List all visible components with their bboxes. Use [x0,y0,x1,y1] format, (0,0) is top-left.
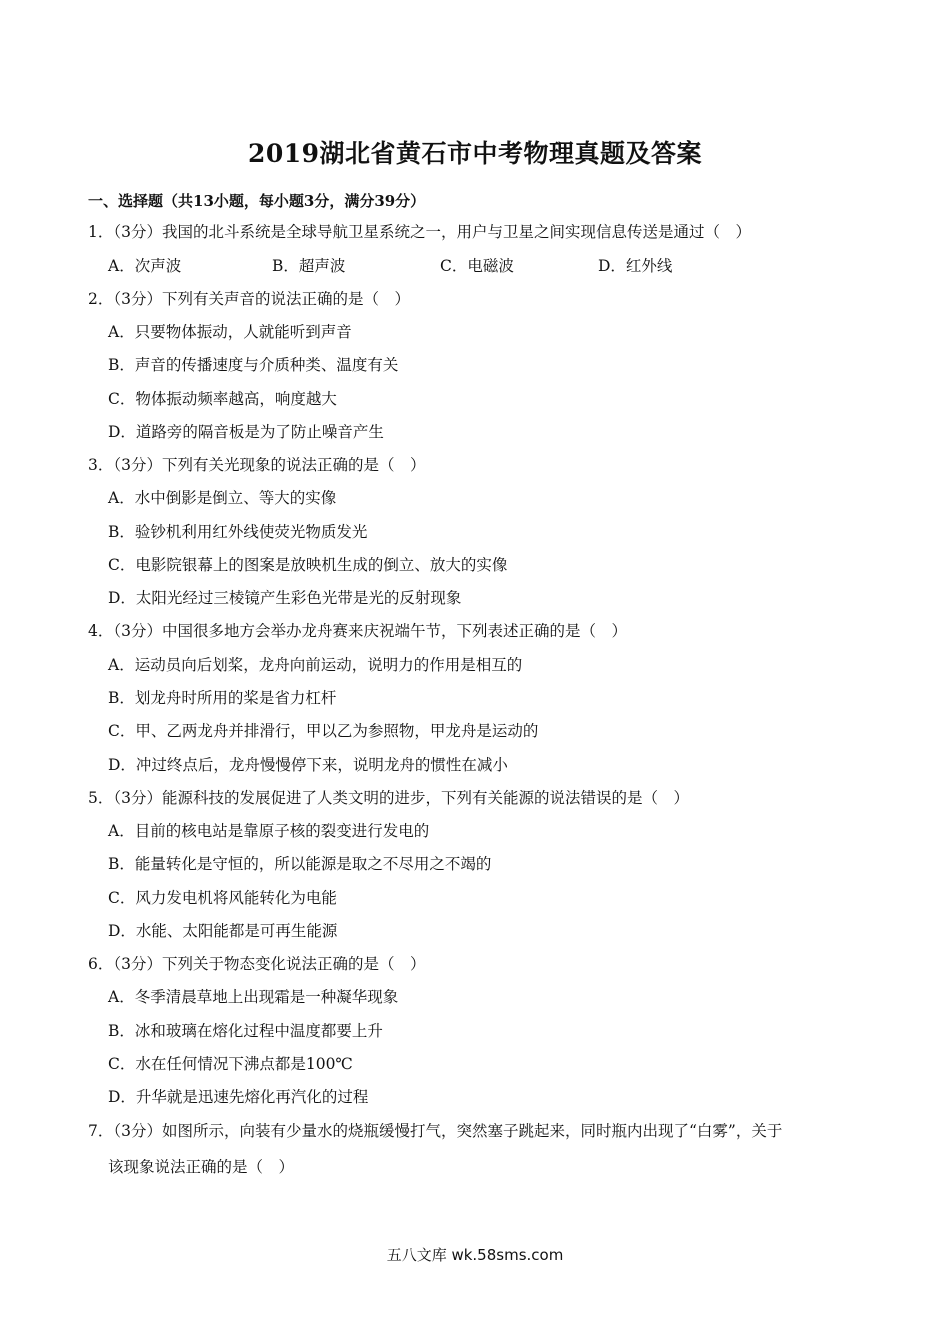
question-1-option-a: A．次声波 [108,257,182,275]
question-text: （3分）能源科技的发展促进了人类文明的进步，下列有关能源的说法错误的是（ ） [113,789,689,807]
question-1-option-d: D．红外线 [598,257,673,275]
question-2-stem [88,289,410,309]
question-text: （3分）中国很多地方会举办龙舟赛来庆祝端午节，下列表述正确的是（ ） [113,622,627,640]
question-3-option-a: A．水中倒影是倒立、等大的实像 [108,489,337,507]
question-number: 1． [88,223,114,241]
question-3-option-b: B．验钞机利用红外线使荧光物质发光 [108,523,368,541]
question-7-stem [88,1121,782,1141]
question-2-option-c: C．物体振动频率越高，响度越大 [108,390,337,408]
question-5-stem [88,788,689,808]
question-number: 3． [88,456,114,474]
question-5-option-c: C．风力发电机将风能转化为电能 [108,889,337,907]
question-text: （3分）下列有关声音的说法正确的是（ ） [113,290,410,308]
question-6-option-c: C．水在任何情况下沸点都是100℃ [108,1055,353,1073]
question-4-option-b: B．划龙舟时所用的桨是省力杠杆 [108,689,337,707]
question-3-option-d: D．太阳光经过三棱镜产生彩色光带是光的反射现象 [108,589,462,607]
question-6-stem [88,954,426,974]
question-2-option-a: A．只要物体振动，人就能听到声音 [108,323,352,341]
question-1-stem [88,222,751,242]
question-6-option-d: D．升华就是迅速先熔化再汽化的过程 [108,1088,369,1106]
question-number: 7． [88,1122,114,1140]
question-1-option-c: C．电磁波 [440,257,514,275]
question-5-option-d: D．水能、太阳能都是可再生能源 [108,922,338,940]
question-3-option-c: C．电影院银幕上的图案是放映机生成的倒立、放大的实像 [108,556,508,574]
question-number: 6． [88,955,114,973]
question-text: （3分）如图所示，向装有少量水的烧瓶缓慢打气，突然塞子跳起来，同时瓶内出现了“白雾”，关于 [113,1122,783,1140]
question-4-option-c: C．甲、乙两龙舟并排滑行，甲以乙为参照物，甲龙舟是运动的 [108,722,539,740]
question-2-option-b: B．声音的传播速度与介质种类、温度有关 [108,356,399,374]
question-3-stem [88,455,426,475]
question-number: 4． [88,622,114,640]
section-heading: 一、选择题（共13小题，每小题3分，满分39分） [88,192,426,210]
question-2-option-d: D．道路旁的隔音板是为了防止噪音产生 [108,423,384,441]
question-number: 2． [88,290,114,308]
question-text: （3分）下列有关光现象的说法正确的是（ ） [113,456,426,474]
question-6-option-b: B．冰和玻璃在熔化过程中温度都要上升 [108,1022,383,1040]
question-number: 5． [88,789,114,807]
document-title: 2019湖北省黄石市中考物理真题及答案 [247,139,703,168]
question-1-option-b: B．超声波 [272,257,346,275]
question-6-option-a: A．冬季清晨草地上出现霜是一种凝华现象 [108,988,399,1006]
footer-watermark: 五八文库 wk.58sms.com [386,1246,564,1264]
question-7-stem-continued: 该现象说法正确的是（ ） [108,1158,295,1176]
question-text: （3分）我国的北斗系统是全球导航卫星系统之一，用户与卫星之间实现信息传送是通过（ ） [113,223,751,241]
question-5-option-b: B．能量转化是守恒的，所以能源是取之不尽用之不竭的 [108,855,492,873]
question-4-option-d: D．冲过终点后，龙舟慢慢停下来，说明龙舟的惯性在减小 [108,756,508,774]
question-4-stem [88,621,627,641]
question-5-option-a: A．目前的核电站是靠原子核的裂变进行发电的 [108,822,430,840]
question-4-option-a: A．运动员向后划桨，龙舟向前运动，说明力的作用是相互的 [108,656,523,674]
question-text: （3分）下列关于物态变化说法正确的是（ ） [113,955,426,973]
